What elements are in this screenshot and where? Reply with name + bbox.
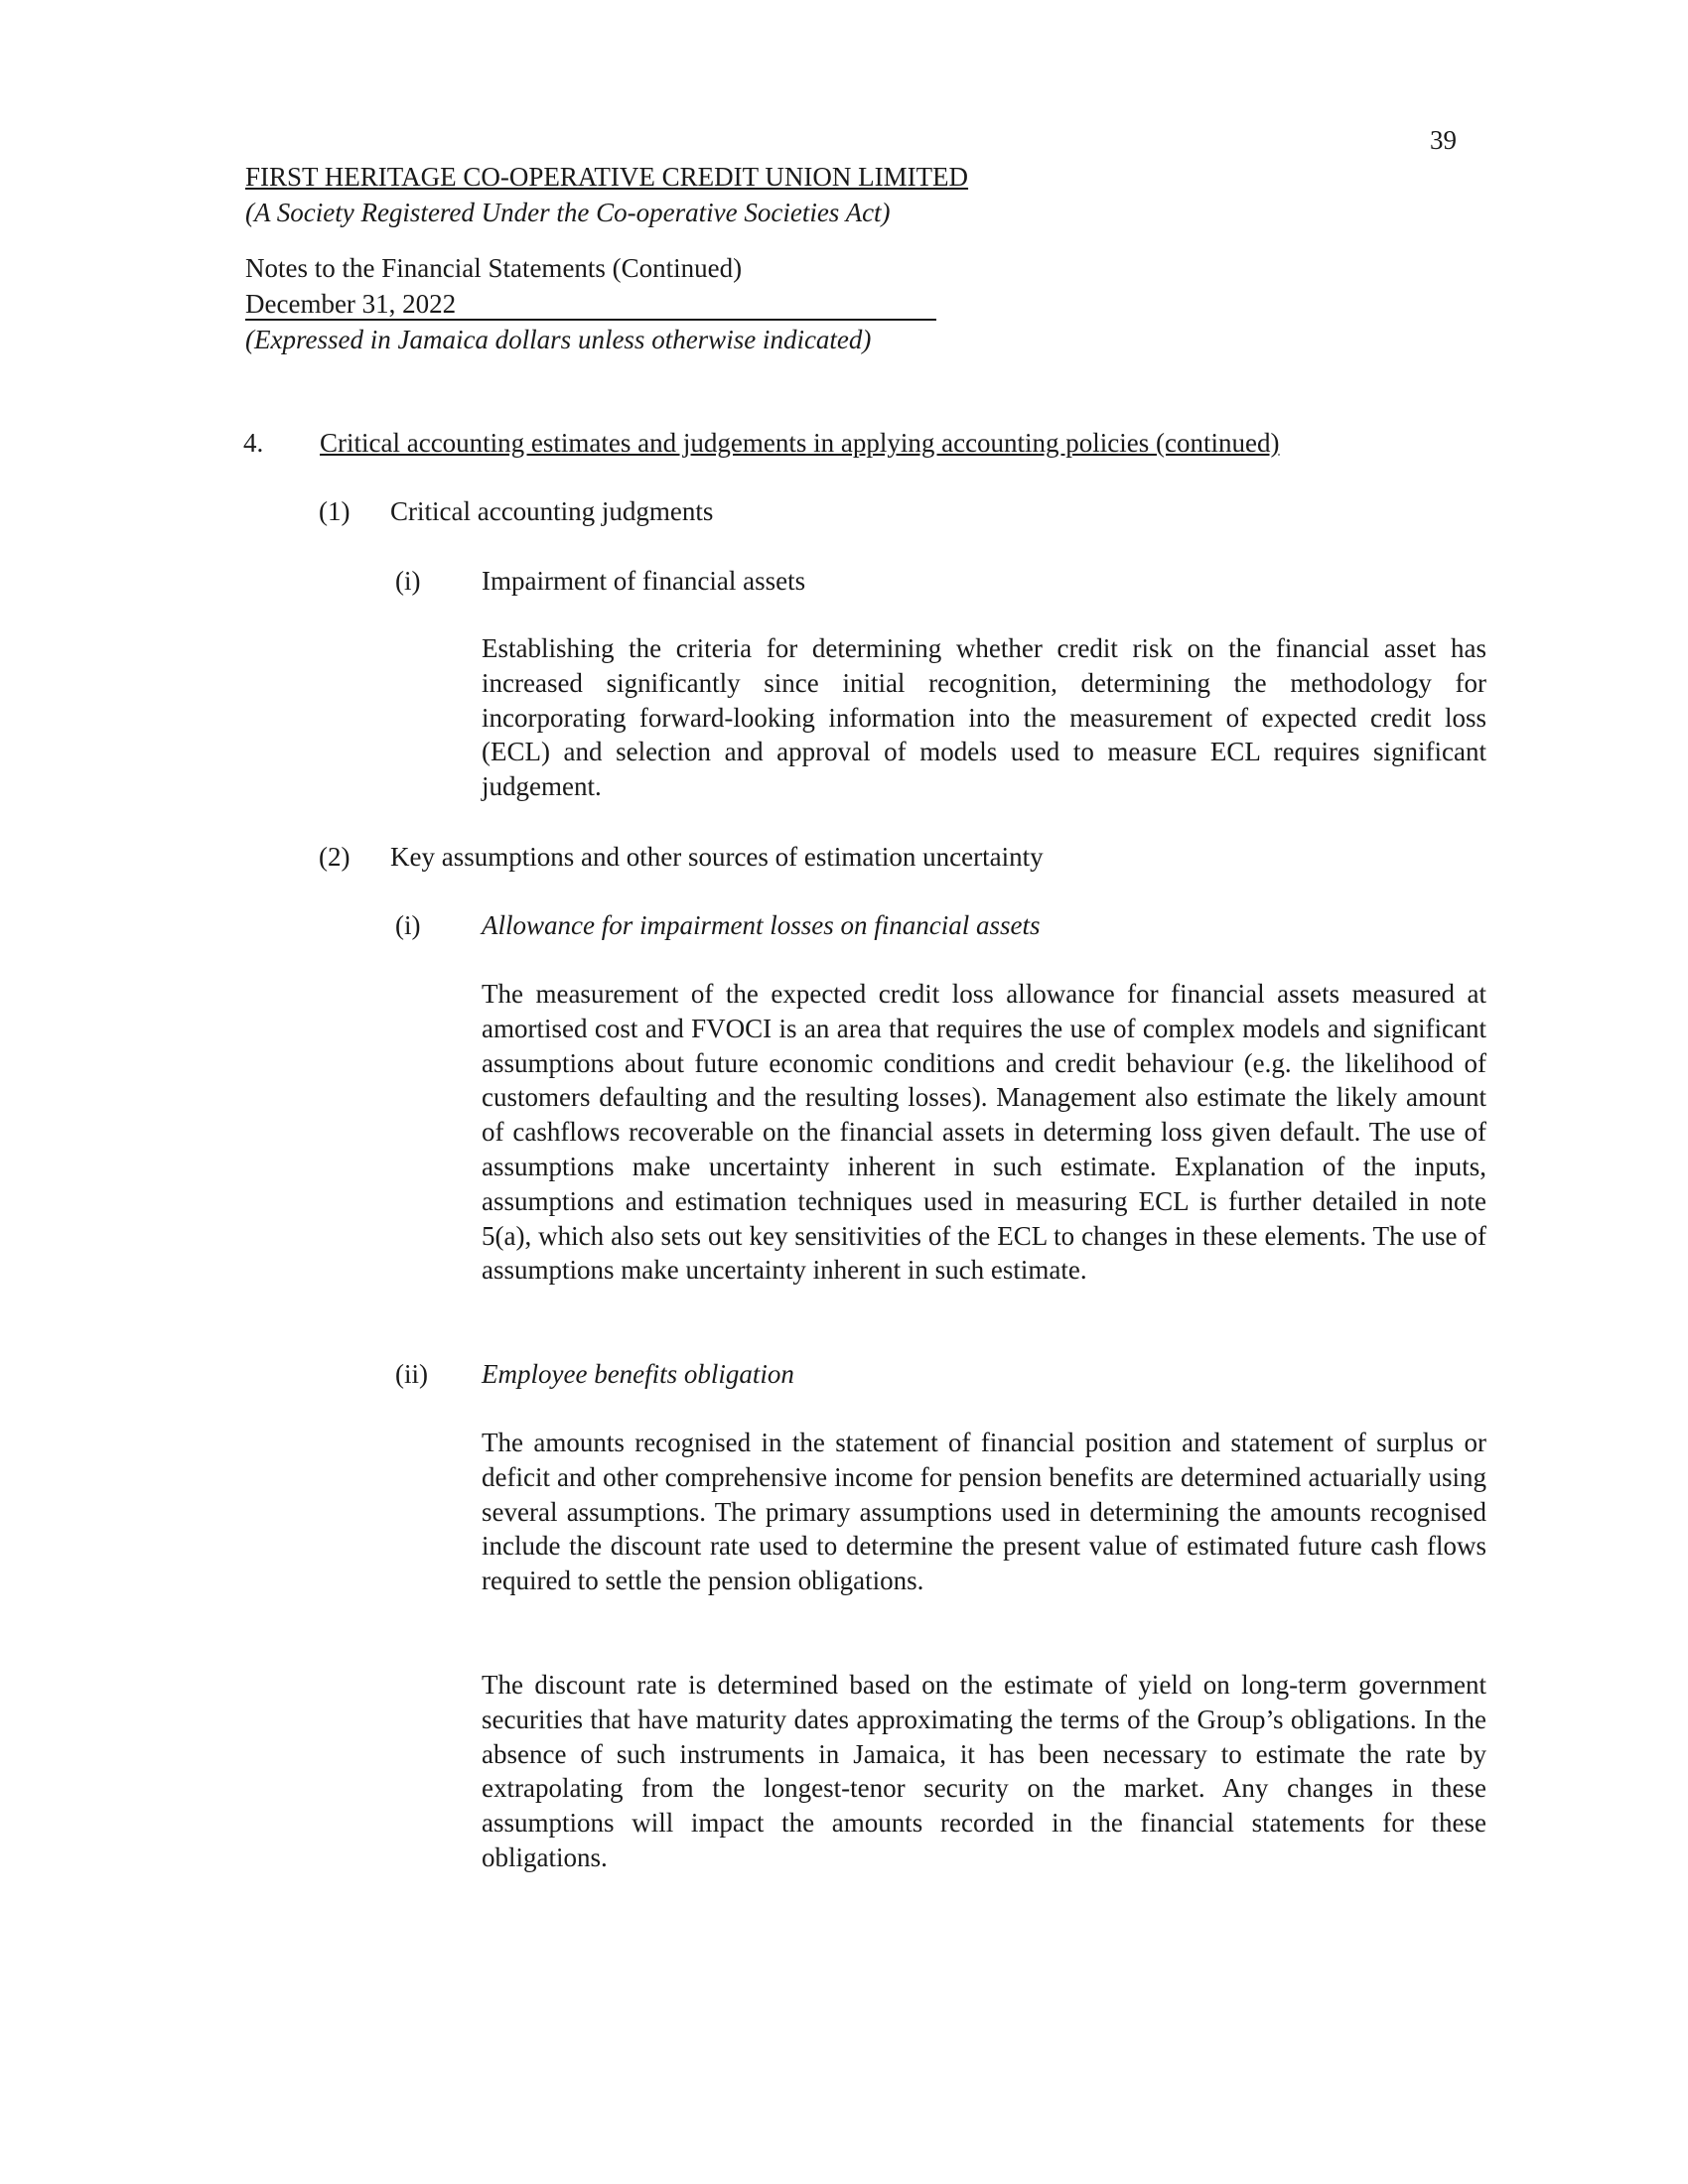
part-2-item-ii-title: Employee benefits obligation <box>482 1359 794 1389</box>
part-2-number: (2) <box>319 842 351 872</box>
organization-subtitle: (A Society Registered Under the Co-operative Societies Act) <box>245 198 891 227</box>
part-2-item-ii-body-1: The amounts recognised in the statement of financial position and statement of surplus or deficit and other comprehensive income for pension benefits are determined actuarially using several assumptions. The primary assumptions used in determining the amounts recognised include the discount rate used to determine the present value of estimated future cash flows required to settle the pension obligations. <box>482 1428 1486 1596</box>
part-1-heading <box>319 493 713 529</box>
currency-note: (Expressed in Jamaica dollars unless otherwise indicated) <box>245 325 872 354</box>
section-heading <box>243 425 1280 461</box>
part-1-number: (1) <box>319 496 351 526</box>
part-2-item-ii-number: (ii) <box>395 1359 428 1389</box>
section-title: Critical accounting estimates and judgements in applying accounting policies (continued) <box>320 428 1280 458</box>
part-2-title: Key assumptions and other sources of estimation uncertainty <box>390 842 1044 872</box>
document-header <box>245 159 968 357</box>
part-2-item-ii-heading <box>395 1356 794 1392</box>
part-1-item-i-body: Establishing the criteria for determining whether credit risk on the financial asset has increased significantly since initial recognition, determining the methodology for incorporating forward-looking information into the measurement of expected credit loss (ECL) and selection and approval of models used to measure ECL requires significant judgement. <box>482 633 1486 802</box>
statement-date: December 31, 2022 <box>245 289 936 321</box>
part-1-title: Critical accounting judgments <box>390 496 714 526</box>
organization-name: FIRST HERITAGE CO-OPERATIVE CREDIT UNION LIMITED <box>245 162 969 192</box>
section-number: 4. <box>243 428 264 458</box>
part-2-item-i-title: Allowance for impairment losses on financial assets <box>482 910 1041 940</box>
part-2-item-ii-body-2: The discount rate is determined based on the estimate of yield on long-term government securities that have maturity dates approximating the terms of the Group’s obligations. In the absence of such instruments in Jamaica, it has been necessary to estimate the rate by extrapolating from the longest-tenor security on the market. Any changes in these assumptions will impact the amounts recorded in the financial statements for these obligations. <box>482 1670 1486 1872</box>
part-1-item-i-title: Impairment of financial assets <box>482 566 806 596</box>
part-2-item-i-number: (i) <box>395 910 421 940</box>
page-number: 39 <box>1430 125 1457 155</box>
part-1-item-i-heading <box>395 563 805 599</box>
notes-title: Notes to the Financial Statements (Continued) <box>245 253 743 283</box>
part-2-heading <box>319 839 1044 875</box>
part-1-item-i-number: (i) <box>395 566 421 596</box>
part-2-item-i-body: The measurement of the expected credit loss allowance for financial assets measured at amortised cost and FVOCI is an area that requires the use of complex models and significant assumptions about future economic conditions and credit behaviour (e.g. the likelihood of customers defaulting and the resulting losses). Management also estimate the likely amount of cashflows recoverable on the financial assets in determing loss given default. The use of assumptions make uncertainty inherent in such estimate. Explanation of the inputs, assumptions and estimation techniques used in measuring ECL is further detailed in note 5(a), which also sets out key sensitivities of the ECL to changes in these elements. The use of assumptions make uncertainty inherent in such estimate. <box>482 979 1486 1286</box>
part-2-item-i-heading <box>395 907 1040 943</box>
